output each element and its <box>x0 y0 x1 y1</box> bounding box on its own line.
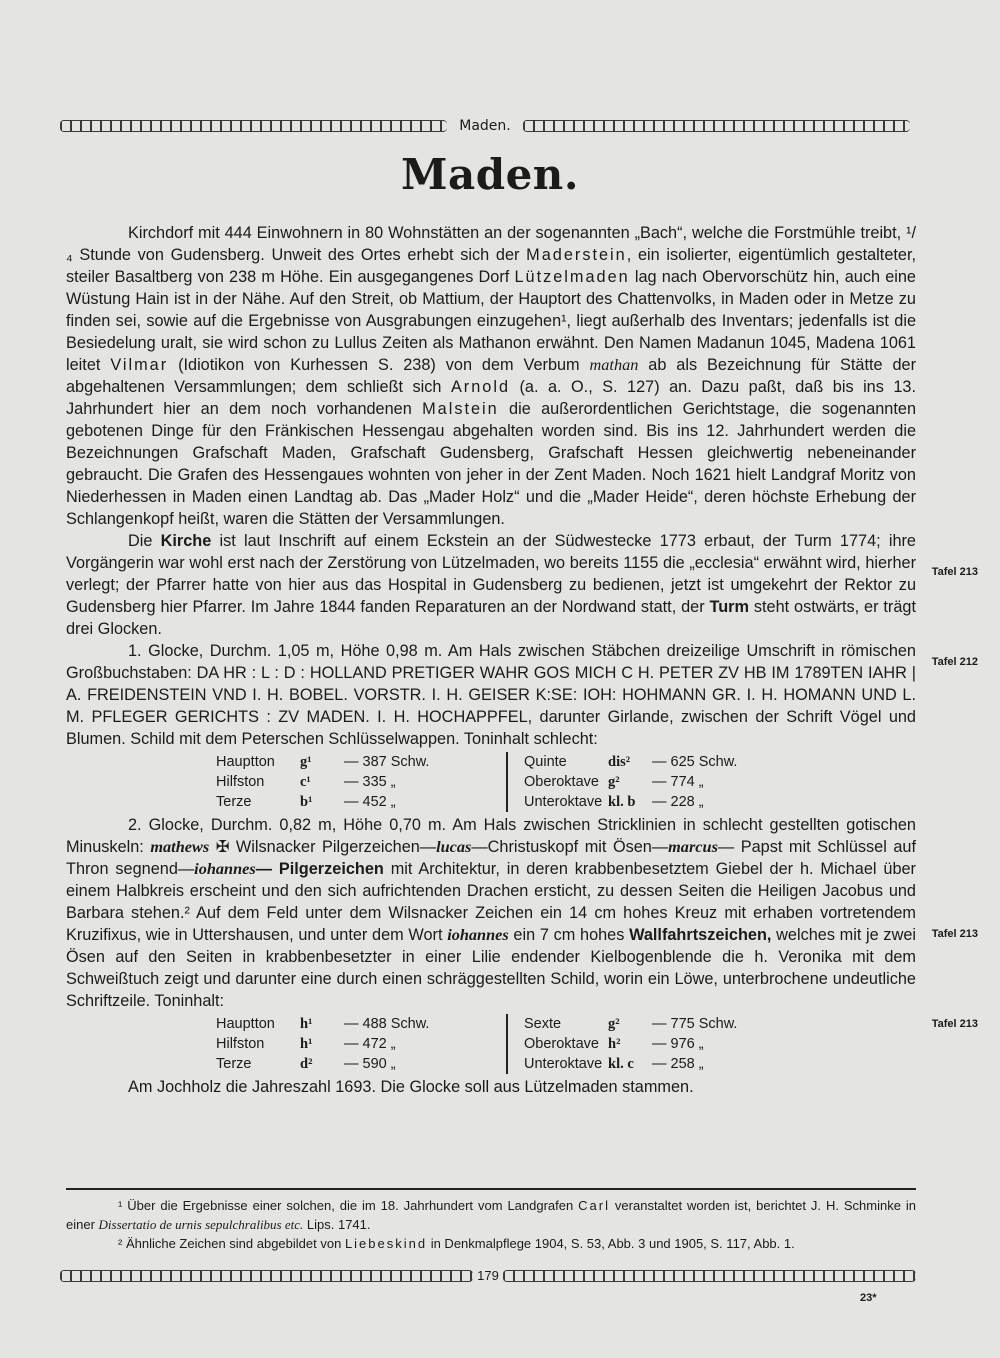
tone-table-bell-2 <box>216 1014 916 1074</box>
footnote-2: ² Ähnliche Zeichen sind abgebildet von Liebeskind in Denkmalpflege 1904, S. 53, Abb. 3 und 1905, S. 117, Abb. 1. <box>118 1236 795 1251</box>
paragraph-intro: Kirchdorf mit 444 Einwohnern in 80 Wohnstätten an der sogenannten „Bach“, welche die Forstmühle treibt, ¹/₄ Stunde von Gudensberg. Unweit des Ortes erhebt sich der Maderstein, ein isolierter, eigentümlich gestalteter, steiler Basaltberg von 238 m Höhe. Ein ausgegangenes Dorf Lützelmaden lag nach Obervorschütz hin, auch eine Wüstung Hain ist in der Nähe. Auf den Streit, ob Mattium, der Hauptort des Chattenvolks, in Maden oder in Metze zu finden sei, sowie auf die Ergebnisse von Ausgrabungen einzugehen¹, liegt außerhalb des Inventars; jedenfalls ist die Besiedelung uralt, sie wird schon zu Lullus Zeiten als Mathanon erwähnt. Den Namen Madanun 1045, Madena 1061 leitet Vilmar (Idiotikon von Kurhessen S. 238) von dem Verbum mathan ab als Bezeichnung für Stätte der abgehaltenen Versammlungen; dem schließt sich Arnold (a. a. O., S. 127) an. Dazu paßt, daß bis ins 13. Jahrhundert hier an dem noch vorhandenen Malstein die außerordentlichen Gerichtstage, die sogenannten gebotenen Dinge für den Fränkischen Hessengau abgehalten worden sind. Bis ins 12. Jahrhundert werden die Bezeichnungen Grafschaft Maden, Grafschaft Gudensberg, Grafschaft Hessen gleichwertig nebeneinander gebraucht. Die Grafen des Hessengaues wohnten von jeher in der Zent Maden. Noch 1621 hielt Landgraf Moritz von Niederhessen in Maden einen Landtag ab. Das „Mader Holz“ und die „Mader Heide“, deren höchste Erhebung der Schlangenkopf heißt, waren die Stätten der Versammlungen. <box>66 224 916 528</box>
tone-row: Hauptton h¹ — 488 Schw. <box>216 1016 430 1032</box>
ornament-left <box>60 1270 473 1282</box>
tone-row: Quinte dis² — 625 Schw. <box>524 754 738 770</box>
footnote-1: ¹ Über die Ergebnisse einer solchen, die im 18. Jahrhundert vom Landgrafen Carl veranstaltet worden ist, berichtet J. H. Schminke in einer Dissertatio de urnis sepulchralibus etc. Lips. 1741. <box>66 1198 917 1232</box>
tone-row: Hauptton g¹ — 387 Schw. <box>216 754 430 770</box>
tone-row: Oberoktave h² — 976 „ <box>524 1036 704 1052</box>
footnote-rule <box>66 1188 916 1190</box>
ornament-left <box>60 120 447 132</box>
signature-mark: 23* <box>860 1292 877 1304</box>
tone-row: Hilfston c¹ — 335 „ <box>216 774 396 790</box>
tone-column-right <box>506 752 814 812</box>
tone-row: Hilfston h¹ — 472 „ <box>216 1036 396 1052</box>
page-number: 179 <box>477 1268 499 1283</box>
margin-note: Tafel 212 <box>931 656 978 668</box>
tone-column-right <box>506 1014 814 1074</box>
tone-column-left <box>216 1014 506 1074</box>
tone-row: Oberoktave g² — 774 „ <box>524 774 704 790</box>
paragraph-bell-2: 2. Glocke, Durchm. 0,82 m, Höhe 0,70 m. Am Hals zwischen Stricklinien in schlecht gestellten gotischen Minuskeln: mathews ✠ Wilsnacker Pilgerzeichen—lucas—Christuskopf mit Ösen—marcus— Papst mit Schlüssel auf Thron segnend—iohannes— Pilgerzeichen mit Architektur, in deren krabbenbesetztem Giebel der h. Michael über einem Halbkreis erscheint und den sich aufrichtenden Drachen ersticht, zu dessen Seiten die Heiligen Jacobus und Barbara stehen.² Auf dem Feld unter dem Wilsnacker Zeichen ein 14 cm hohes Kreuz mit erhaben vortretendem Kruzifixus, wie in Uttershausen, und unter dem Wort iohannes ein 7 cm hohes Wallfahrtszeichen, welches mit je zwei Ösen auf den Seiten in krabbenbesetzter in einer Lilie endender Kielbogenblende die h. Veronika mit dem Schweißtuch zeigt und darunter eine durch einen schräggestellten Schild, worin ein Löwe, unterbrochene undeutliche Schriftzeile. Toninhalt: <box>66 816 917 1010</box>
page-footer <box>60 1268 916 1283</box>
tone-table-bell-1 <box>216 752 916 812</box>
tone-row: Terze d² — 590 „ <box>216 1056 396 1072</box>
tone-row: Terze b¹ — 452 „ <box>216 794 396 810</box>
ornament-right <box>503 1270 916 1282</box>
tone-row: Sexte g² — 775 Schw. <box>524 1016 738 1032</box>
paragraph-church: Die Kirche ist laut Inschrift auf einem Eckstein an der Südwestecke 1773 erbaut, der Turm 1774; ihre Vorgängerin war wohl erst nach der Zerstörung von Lützelmaden, wo bereits 1155 die „ecclesia“ erwähnt wird, hierher verlegt; der Pfarrer hatte von hier aus das Hospital in Gudensberg zu bedienen, jetzt ist umgekehrt der Rektor zu Gudensberg hier Pfarrer. Im Jahre 1844 fanden Reparaturen an der Nordwand statt, der Turm steht ostwärts, er trägt drei Glocken. <box>66 532 916 638</box>
paragraph-jochholz: Am Jochholz die Jahreszahl 1693. Die Glocke soll aus Lützelmaden stammen. <box>128 1078 694 1096</box>
footnotes <box>66 1196 916 1253</box>
margin-note: Tafel 213 <box>931 928 978 940</box>
margin-note: Tafel 213 <box>931 566 978 578</box>
running-head <box>60 118 910 134</box>
running-head-title: Maden. <box>459 118 511 134</box>
ornament-right <box>523 120 910 132</box>
page-title: Maden. <box>401 150 579 199</box>
tone-row: Unteroktave kl. c — 258 „ <box>524 1056 704 1072</box>
tone-row: Unteroktave kl. b — 228 „ <box>524 794 704 810</box>
paragraph-bell-1: 1. Glocke, Durchm. 1,05 m, Höhe 0,98 m. Am Hals zwischen Stäbchen dreizeilige Umschrift in römischen Großbuchstaben: DA HR : L : D : HOLLAND PRETIGER WAHR GOS MICH C H. PETER ZV HB IM 1789TEN IAHR | A. FREIDENSTEIN VND I. H. BOBEL. VORSTR. I. H. GEISER K:SE: IOH: HOHMANN GR. I. H. HOMANN UND L. M. PFLEGER GERICHTS : ZV MADEN. I. H. HOCHAPPFEL, darunter Girlande, zwischen der Schrift Vögel und Blumen. Schild mit dem Peterschen Schlüsselwappen. Toninhalt schlecht: <box>66 642 916 748</box>
tone-column-left <box>216 752 506 812</box>
margin-note: Tafel 213 <box>931 1018 978 1030</box>
main-text <box>66 222 916 1098</box>
